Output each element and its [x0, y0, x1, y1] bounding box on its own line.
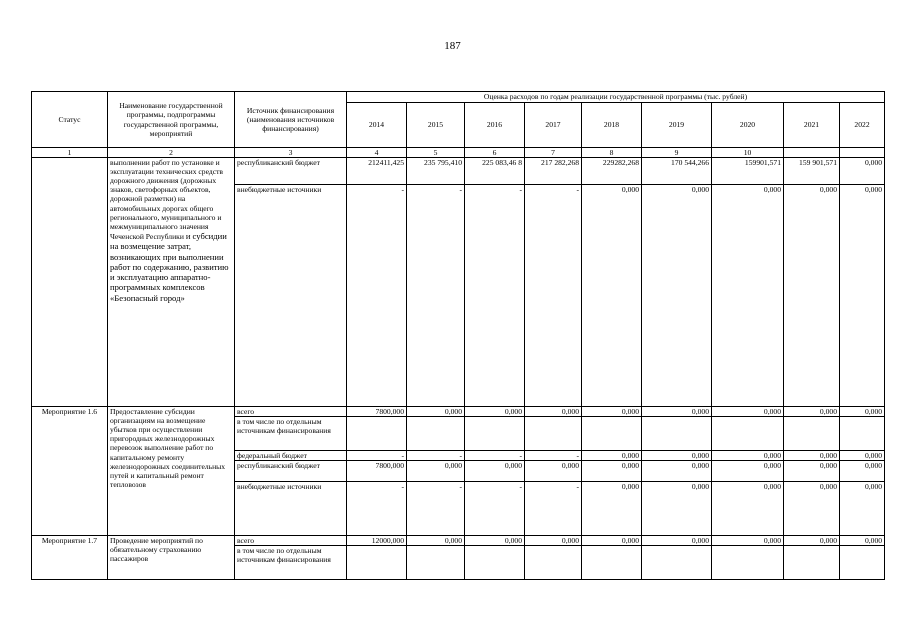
source-cell: всего — [235, 536, 347, 546]
value-cell: - — [525, 482, 582, 536]
col-number: 2 — [108, 148, 235, 158]
value-cell: 0,000 — [582, 451, 642, 461]
value-cell: 0,000 — [407, 536, 465, 546]
value-cell: 0,000 — [582, 536, 642, 546]
value-cell: 0,000 — [582, 407, 642, 417]
col-number: 5 — [407, 148, 465, 158]
value-cell: 12000,000 — [347, 536, 407, 546]
value-cell: 212411,425 — [347, 158, 407, 185]
value-cell: - — [347, 482, 407, 536]
value-cell: 0,000 — [840, 407, 885, 417]
year-header: 2019 — [642, 103, 712, 148]
value-cell: - — [465, 451, 525, 461]
budget-table — [31, 91, 885, 580]
col-number: 7 — [525, 148, 582, 158]
value-cell: - — [407, 185, 465, 407]
source-cell: республиканский бюджет — [235, 158, 347, 185]
col-number: 9 — [642, 148, 712, 158]
value-cell: 159901,571 — [712, 158, 784, 185]
status-cell: Мероприятие 1.7 — [32, 536, 108, 580]
value-cell: 0,000 — [582, 482, 642, 536]
source-cell: федеральный бюджет — [235, 451, 347, 461]
year-header: 2014 — [347, 103, 407, 148]
value-cell: 170 544,266 — [642, 158, 712, 185]
value-cell: - — [525, 451, 582, 461]
value-cell: 0,000 — [784, 482, 840, 536]
col-number: 1 — [32, 148, 108, 158]
table-row — [32, 536, 885, 546]
value-cell: 0,000 — [407, 407, 465, 417]
year-header: 2021 — [784, 103, 840, 148]
value-cell: 0,000 — [784, 451, 840, 461]
value-cell: 0,000 — [642, 407, 712, 417]
value-cell: 229282,268 — [582, 158, 642, 185]
status-cell: Мероприятие 1.6 — [32, 407, 108, 536]
col-number: 8 — [582, 148, 642, 158]
value-cell: 0,000 — [465, 536, 525, 546]
column-numbers-row — [32, 148, 885, 158]
header-source: Источник финансирования (наименования источников финансирования) — [235, 92, 347, 148]
value-cell: 0,000 — [784, 536, 840, 546]
year-header: 2020 — [712, 103, 784, 148]
value-cell: 225 083,46 8 — [465, 158, 525, 185]
year-header: 2018 — [582, 103, 642, 148]
program-name-text: выполнении работ по установке и эксплуатации технических средств дорожного движения (дорожных знаков, светофорных объектов, дорожной разметки) на автомобильных дорогах общего регионального, муниципального и межмуниципального значения Чеченской Республики — [110, 158, 224, 241]
value-cell: 7800,000 — [347, 407, 407, 417]
year-header: 2022 — [840, 103, 885, 148]
value-cell: 7800,000 — [347, 461, 407, 482]
value-cell: - — [407, 482, 465, 536]
col-number: 3 — [235, 148, 347, 158]
year-header: 2016 — [465, 103, 525, 148]
value-cell: 0,000 — [582, 185, 642, 407]
source-cell: внебюджетные источники — [235, 482, 347, 536]
col-number — [784, 148, 840, 158]
value-cell: 0,000 — [642, 185, 712, 407]
value-cell: 0,000 — [642, 482, 712, 536]
value-cell: 0,000 — [582, 461, 642, 482]
col-number: 6 — [465, 148, 525, 158]
page-number: 187 — [444, 40, 461, 52]
value-cell: 0,000 — [840, 185, 885, 407]
value-cell: 0,000 — [712, 185, 784, 407]
value-cell: 0,000 — [840, 536, 885, 546]
source-cell: внебюджетные источники — [235, 185, 347, 407]
value-cell: 0,000 — [784, 461, 840, 482]
value-cell: 0,000 — [465, 407, 525, 417]
program-name-cell: Проведение мероприятий по обязательному страхованию пассажиров — [108, 536, 235, 580]
header-estimate: Оценка расходов по годам реализации государственной программы (тыс. рублей) — [347, 92, 885, 103]
source-cell: в том числе по отдельным источникам финансирования — [235, 417, 347, 451]
col-number: 10 — [712, 148, 784, 158]
col-number: 4 — [347, 148, 407, 158]
year-header: 2015 — [407, 103, 465, 148]
year-header: 2017 — [525, 103, 582, 148]
program-name-cell — [108, 158, 235, 407]
value-cell: 0,000 — [642, 536, 712, 546]
value-cell: 0,000 — [525, 536, 582, 546]
value-cell: - — [465, 185, 525, 407]
value-cell: - — [407, 451, 465, 461]
value-cell: 0,000 — [465, 461, 525, 482]
value-cell: 235 795,410 — [407, 158, 465, 185]
header-program-name: Наименование государственной программы, подпрограммы государственной программы, мероприятий — [108, 92, 235, 148]
value-cell: 0,000 — [525, 407, 582, 417]
value-cell: - — [347, 185, 407, 407]
value-cell: 0,000 — [407, 461, 465, 482]
value-cell: 0,000 — [840, 451, 885, 461]
value-cell: 0,000 — [712, 451, 784, 461]
value-cell: 0,000 — [642, 451, 712, 461]
value-cell: 0,000 — [525, 461, 582, 482]
source-cell: всего — [235, 407, 347, 417]
source-cell: в том числе по отдельным источникам финансирования — [235, 546, 347, 580]
program-name-cell: Предоставление субсидии организациям на возмещение убытков при осуществлении пригородных железнодорожных перевозок выполнение работ по капитальному ремонту железнодорожных соединительных путей и капитальный ремонт тепловозов — [108, 407, 235, 536]
value-cell: 0,000 — [784, 407, 840, 417]
value-cell: 0,000 — [712, 461, 784, 482]
value-cell: - — [465, 482, 525, 536]
source-cell: республиканский бюджет — [235, 461, 347, 482]
program-name-text-continued: и субсидии на возмещение затрат, возникающих при выполнении работ по содержанию, развитию и эксплуатацию аппаратно-программных комплексов «Безопасный город» — [110, 230, 229, 303]
col-number — [840, 148, 885, 158]
value-cell: - — [347, 451, 407, 461]
value-cell: 0,000 — [784, 185, 840, 407]
header-status: Статус — [32, 92, 108, 148]
value-cell: 0,000 — [712, 536, 784, 546]
value-cell: 217 282,268 — [525, 158, 582, 185]
status-cell — [32, 158, 108, 407]
value-cell: 159 901,571 — [784, 158, 840, 185]
value-cell: 0,000 — [840, 158, 885, 185]
table-row — [32, 407, 885, 417]
value-cell: 0,000 — [840, 482, 885, 536]
value-cell: 0,000 — [642, 461, 712, 482]
value-cell: 0,000 — [712, 407, 784, 417]
value-cell: - — [525, 185, 582, 407]
value-cell: 0,000 — [840, 461, 885, 482]
value-cell: 0,000 — [712, 482, 784, 536]
table-row — [32, 158, 885, 185]
